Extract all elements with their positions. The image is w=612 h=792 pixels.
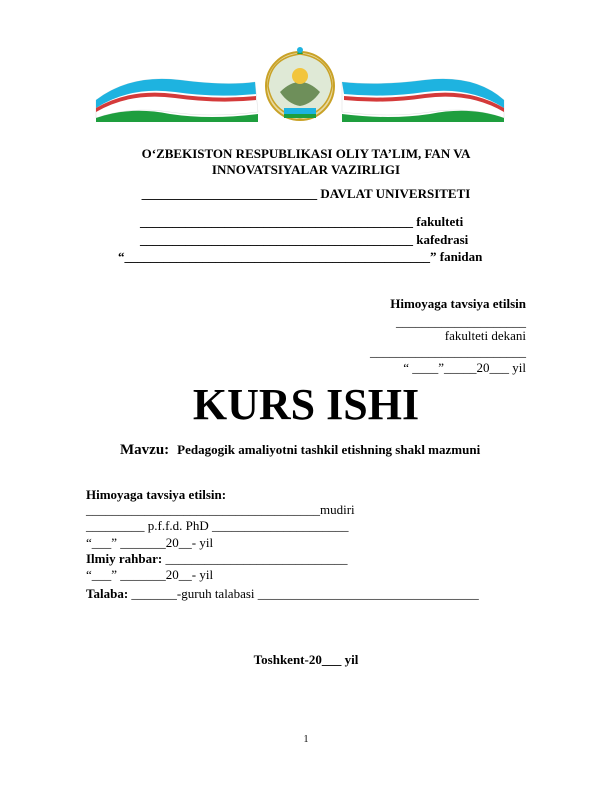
flag-emblem-banner xyxy=(90,42,510,122)
advisor-line xyxy=(86,551,347,567)
advisor-label: Ilmiy rahbar: xyxy=(86,551,163,566)
subject-line: “_______________________________________________” fanidan xyxy=(118,249,483,264)
approval-signature-line: ____________________ xyxy=(396,314,526,329)
head-signature-line: ____________________________________mudiri xyxy=(86,502,355,517)
student-label: Talaba: xyxy=(86,586,129,601)
approval-title: Himoyaga tavsiya etilsin xyxy=(390,296,526,311)
topic-label: Mavzu: xyxy=(120,442,170,458)
faculty-line: __________________________________________ fakulteti xyxy=(140,214,464,229)
page-title: KURS ISHI xyxy=(192,380,420,429)
state-emblem-icon xyxy=(266,47,334,120)
ministry-line-1: O‘ZBEKISTON RESPUBLIKASI OLIY TA’LIM, FAN VA xyxy=(141,146,471,161)
university-line: ___________________________ DAVLAT UNIVERSITETI xyxy=(141,186,471,201)
defense-title: Himoyaga tavsiya etilsin: xyxy=(86,487,227,502)
phd-signature-line: _________ p.f.f.d. PhD _____________________ xyxy=(86,518,349,533)
topic-line xyxy=(120,441,480,459)
ministry-line-2: INNOVATSIYALAR VAZIRLIGI xyxy=(211,162,401,177)
department-line: __________________________________________ kafedrasi xyxy=(140,232,469,247)
page-number: 1 xyxy=(303,734,309,745)
defense-date-1: “___” _______20__- yil xyxy=(86,535,214,550)
approval-signature-line-2: ________________________ xyxy=(370,344,526,359)
city-year: Toshkent-20___ yil xyxy=(253,652,359,667)
student-line xyxy=(86,586,479,602)
approval-date: “ ____”_____20___ yil xyxy=(403,360,526,375)
topic-text: Pedagogik amaliyotni tashkil etishning shakl mazmuni xyxy=(177,442,481,457)
defense-date-2: “___” _______20__- yil xyxy=(86,567,214,582)
student-text: _______-guruh talabasi __________________________________ xyxy=(128,586,479,601)
advisor-signature: ____________________________ xyxy=(162,551,348,566)
dean-label: fakulteti dekani xyxy=(444,328,526,343)
